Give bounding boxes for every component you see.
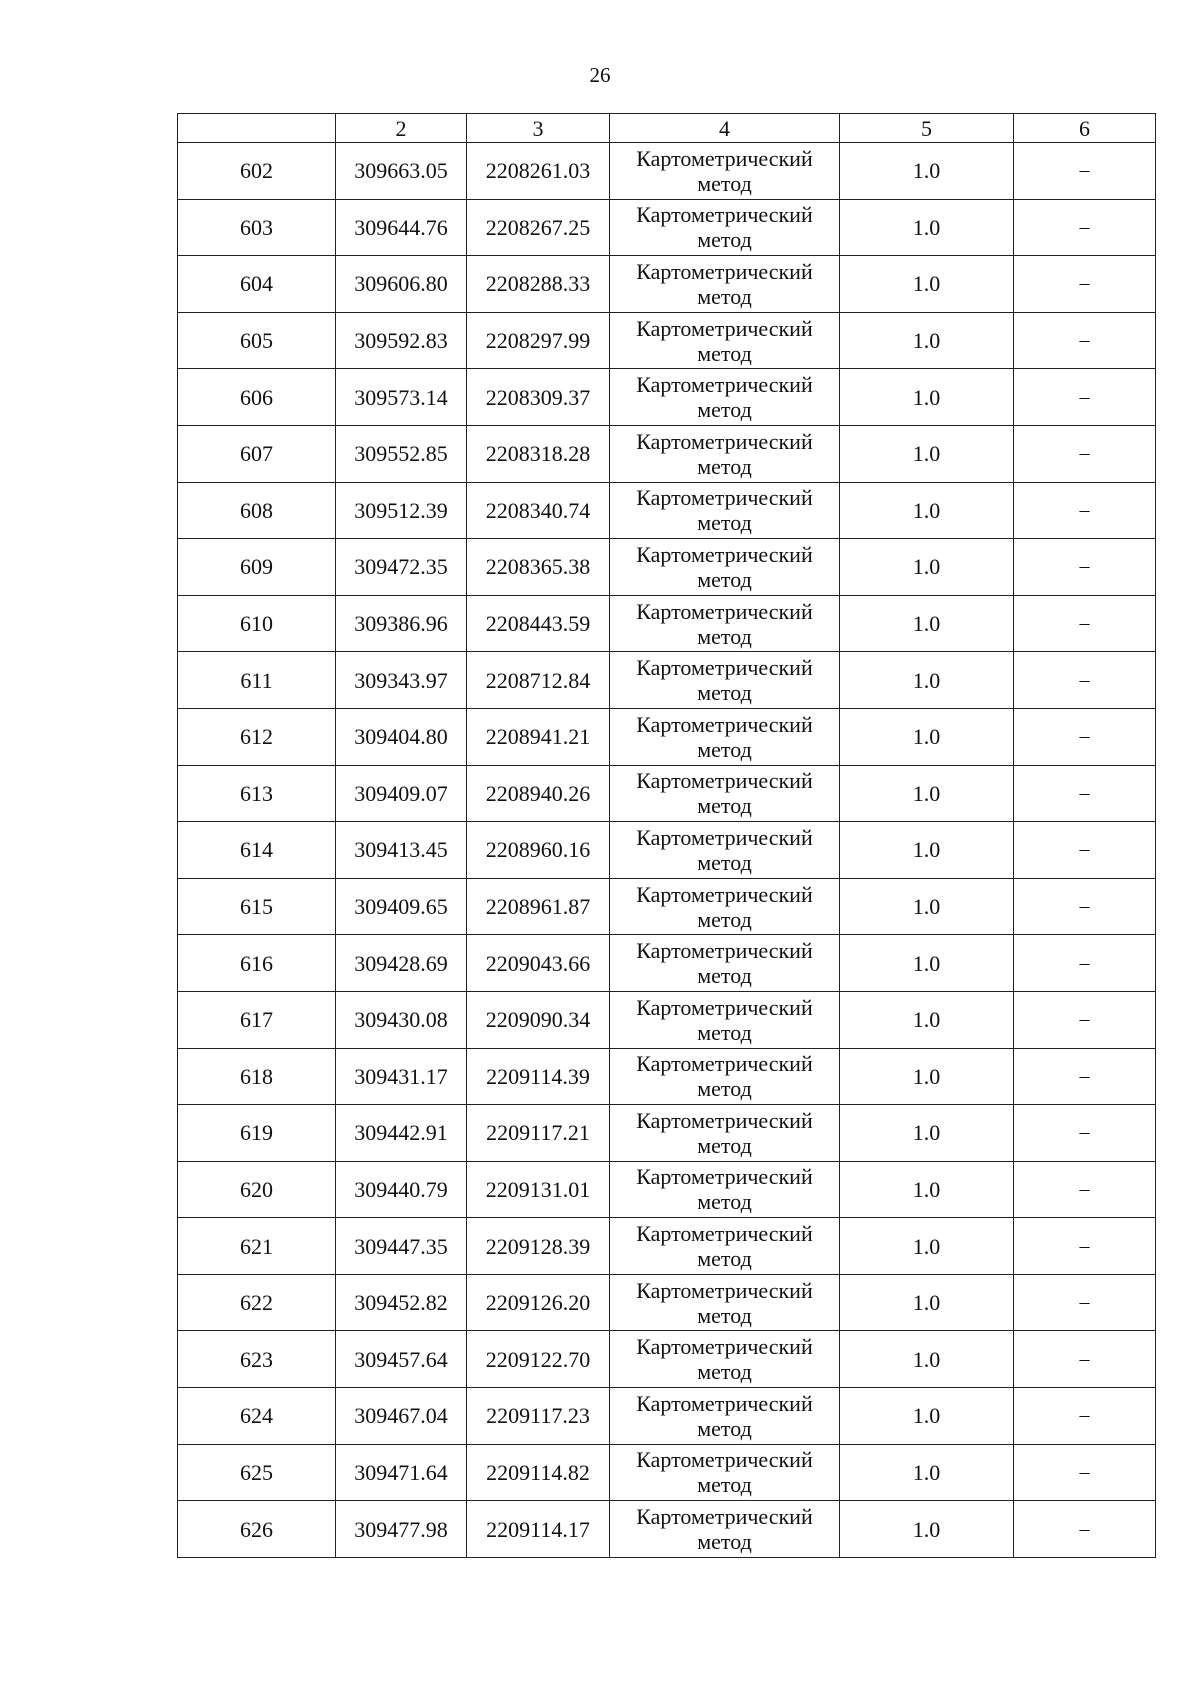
method-cell bbox=[610, 539, 840, 596]
x-coordinate-cell: 309428.69 bbox=[336, 935, 467, 992]
coordinates-table bbox=[177, 113, 1156, 1558]
note-cell: – bbox=[1014, 1331, 1156, 1388]
method-label-line2: метод bbox=[697, 1019, 752, 1045]
y-coordinate-cell: 2209114.82 bbox=[467, 1444, 610, 1501]
accuracy-cell: 1.0 bbox=[840, 199, 1014, 256]
x-coordinate-cell: 309644.76 bbox=[336, 199, 467, 256]
accuracy-cell: 1.0 bbox=[840, 1388, 1014, 1445]
point-number-cell: 625 bbox=[178, 1444, 336, 1501]
table-row bbox=[178, 369, 1156, 426]
header-cell: 2 bbox=[336, 114, 467, 143]
accuracy-cell: 1.0 bbox=[840, 143, 1014, 200]
method-cell bbox=[610, 595, 840, 652]
x-coordinate-cell: 309552.85 bbox=[336, 425, 467, 482]
point-number-cell: 620 bbox=[178, 1161, 336, 1218]
x-coordinate-cell: 309409.07 bbox=[336, 765, 467, 822]
note-cell: – bbox=[1014, 1444, 1156, 1501]
header-cell: 4 bbox=[610, 114, 840, 143]
accuracy-cell: 1.0 bbox=[840, 935, 1014, 992]
table-row bbox=[178, 1274, 1156, 1331]
method-label-line1: Картометрический bbox=[636, 1390, 813, 1416]
method-label-line2: метод bbox=[697, 963, 752, 989]
y-coordinate-cell: 2208712.84 bbox=[467, 652, 610, 709]
header-cell: 5 bbox=[840, 114, 1014, 143]
x-coordinate-cell: 309467.04 bbox=[336, 1388, 467, 1445]
table-row bbox=[178, 312, 1156, 369]
method-label-line2: метод bbox=[697, 1076, 752, 1102]
accuracy-cell: 1.0 bbox=[840, 595, 1014, 652]
method-cell bbox=[610, 991, 840, 1048]
point-number-cell: 607 bbox=[178, 425, 336, 482]
method-label-line1: Картометрический bbox=[636, 1447, 813, 1473]
note-cell: – bbox=[1014, 822, 1156, 879]
table-row bbox=[178, 143, 1156, 200]
method-cell bbox=[610, 1105, 840, 1162]
note-cell: – bbox=[1014, 199, 1156, 256]
accuracy-cell: 1.0 bbox=[840, 652, 1014, 709]
method-label-line1: Картометрический bbox=[636, 711, 813, 737]
note-cell: – bbox=[1014, 1105, 1156, 1162]
note-cell: – bbox=[1014, 482, 1156, 539]
y-coordinate-cell: 2209122.70 bbox=[467, 1331, 610, 1388]
note-cell: – bbox=[1014, 1388, 1156, 1445]
point-number-cell: 621 bbox=[178, 1218, 336, 1275]
y-coordinate-cell: 2209043.66 bbox=[467, 935, 610, 992]
table-row bbox=[178, 991, 1156, 1048]
note-cell: – bbox=[1014, 1501, 1156, 1558]
method-cell bbox=[610, 878, 840, 935]
point-number-cell: 609 bbox=[178, 539, 336, 596]
accuracy-cell: 1.0 bbox=[840, 1105, 1014, 1162]
note-cell: – bbox=[1014, 312, 1156, 369]
y-coordinate-cell: 2209117.21 bbox=[467, 1105, 610, 1162]
accuracy-cell: 1.0 bbox=[840, 1048, 1014, 1105]
table-row bbox=[178, 1105, 1156, 1162]
y-coordinate-cell: 2209114.39 bbox=[467, 1048, 610, 1105]
x-coordinate-cell: 309592.83 bbox=[336, 312, 467, 369]
method-label-line2: метод bbox=[697, 1529, 752, 1555]
point-number-cell: 622 bbox=[178, 1274, 336, 1331]
note-cell: – bbox=[1014, 1048, 1156, 1105]
method-cell bbox=[610, 199, 840, 256]
method-cell bbox=[610, 1274, 840, 1331]
method-label-line1: Картометрический bbox=[636, 824, 813, 850]
method-label-line1: Картометрический bbox=[636, 372, 813, 398]
x-coordinate-cell: 309471.64 bbox=[336, 1444, 467, 1501]
accuracy-cell: 1.0 bbox=[840, 1274, 1014, 1331]
point-number-cell: 603 bbox=[178, 199, 336, 256]
table-row bbox=[178, 595, 1156, 652]
method-cell bbox=[610, 1218, 840, 1275]
method-cell bbox=[610, 312, 840, 369]
x-coordinate-cell: 309512.39 bbox=[336, 482, 467, 539]
y-coordinate-cell: 2208940.26 bbox=[467, 765, 610, 822]
accuracy-cell: 1.0 bbox=[840, 1331, 1014, 1388]
table-row bbox=[178, 539, 1156, 596]
method-cell bbox=[610, 708, 840, 765]
method-cell bbox=[610, 935, 840, 992]
header-cell bbox=[178, 114, 336, 143]
point-number-cell: 624 bbox=[178, 1388, 336, 1445]
accuracy-cell: 1.0 bbox=[840, 991, 1014, 1048]
method-cell bbox=[610, 143, 840, 200]
point-number-cell: 611 bbox=[178, 652, 336, 709]
table-row bbox=[178, 708, 1156, 765]
x-coordinate-cell: 309413.45 bbox=[336, 822, 467, 879]
method-label-line1: Картометрический bbox=[636, 1504, 813, 1530]
method-cell bbox=[610, 765, 840, 822]
point-number-cell: 605 bbox=[178, 312, 336, 369]
method-label-line2: метод bbox=[697, 680, 752, 706]
header-cell: 6 bbox=[1014, 114, 1156, 143]
method-label-line1: Картометрический bbox=[636, 258, 813, 284]
point-number-cell: 619 bbox=[178, 1105, 336, 1162]
x-coordinate-cell: 309573.14 bbox=[336, 369, 467, 426]
method-label-line1: Картометрический bbox=[636, 598, 813, 624]
point-number-cell: 602 bbox=[178, 143, 336, 200]
y-coordinate-cell: 2208941.21 bbox=[467, 708, 610, 765]
x-coordinate-cell: 309386.96 bbox=[336, 595, 467, 652]
method-label-line2: метод bbox=[697, 849, 752, 875]
method-cell bbox=[610, 256, 840, 313]
method-label-line2: метод bbox=[697, 906, 752, 932]
note-cell: – bbox=[1014, 425, 1156, 482]
method-cell bbox=[610, 822, 840, 879]
method-label-line2: метод bbox=[697, 1132, 752, 1158]
y-coordinate-cell: 2209126.20 bbox=[467, 1274, 610, 1331]
accuracy-cell: 1.0 bbox=[840, 765, 1014, 822]
y-coordinate-cell: 2208309.37 bbox=[467, 369, 610, 426]
method-label-line1: Картометрический bbox=[636, 145, 813, 171]
point-number-cell: 608 bbox=[178, 482, 336, 539]
method-label-line2: метод bbox=[697, 566, 752, 592]
method-label-line1: Картометрический bbox=[636, 541, 813, 567]
method-cell bbox=[610, 652, 840, 709]
method-label-line2: метод bbox=[697, 623, 752, 649]
x-coordinate-cell: 309457.64 bbox=[336, 1331, 467, 1388]
point-number-cell: 623 bbox=[178, 1331, 336, 1388]
method-label-line2: метод bbox=[697, 283, 752, 309]
x-coordinate-cell: 309442.91 bbox=[336, 1105, 467, 1162]
table-row bbox=[178, 878, 1156, 935]
method-label-line2: метод bbox=[697, 1246, 752, 1272]
x-coordinate-cell: 309447.35 bbox=[336, 1218, 467, 1275]
note-cell: – bbox=[1014, 369, 1156, 426]
method-label-line2: метод bbox=[697, 1472, 752, 1498]
method-cell bbox=[610, 1161, 840, 1218]
table-row bbox=[178, 425, 1156, 482]
point-number-cell: 615 bbox=[178, 878, 336, 935]
y-coordinate-cell: 2208288.33 bbox=[467, 256, 610, 313]
note-cell: – bbox=[1014, 765, 1156, 822]
y-coordinate-cell: 2209128.39 bbox=[467, 1218, 610, 1275]
method-label-line1: Картометрический bbox=[636, 881, 813, 907]
method-label-line1: Картометрический bbox=[636, 1334, 813, 1360]
table-row bbox=[178, 765, 1156, 822]
accuracy-cell: 1.0 bbox=[840, 539, 1014, 596]
table-row bbox=[178, 935, 1156, 992]
method-label-line2: метод bbox=[697, 1302, 752, 1328]
method-label-line2: метод bbox=[697, 340, 752, 366]
point-number-cell: 626 bbox=[178, 1501, 336, 1558]
note-cell: – bbox=[1014, 878, 1156, 935]
note-cell: – bbox=[1014, 935, 1156, 992]
method-label-line1: Картометрический bbox=[636, 485, 813, 511]
table-row bbox=[178, 199, 1156, 256]
table-row bbox=[178, 482, 1156, 539]
note-cell: – bbox=[1014, 1161, 1156, 1218]
table-row bbox=[178, 1331, 1156, 1388]
accuracy-cell: 1.0 bbox=[840, 822, 1014, 879]
method-label-line2: метод bbox=[697, 736, 752, 762]
method-cell bbox=[610, 1048, 840, 1105]
y-coordinate-cell: 2208960.16 bbox=[467, 822, 610, 879]
y-coordinate-cell: 2208261.03 bbox=[467, 143, 610, 200]
table-body bbox=[178, 143, 1156, 1558]
method-label-line1: Картометрический bbox=[636, 1221, 813, 1247]
method-label-line2: метод bbox=[697, 510, 752, 536]
page-number: 26 bbox=[589, 63, 611, 87]
point-number-cell: 612 bbox=[178, 708, 336, 765]
x-coordinate-cell: 309477.98 bbox=[336, 1501, 467, 1558]
table-row bbox=[178, 1048, 1156, 1105]
x-coordinate-cell: 309404.80 bbox=[336, 708, 467, 765]
x-coordinate-cell: 309440.79 bbox=[336, 1161, 467, 1218]
method-label-line1: Картометрический bbox=[636, 768, 813, 794]
method-label-line1: Картометрический bbox=[636, 1107, 813, 1133]
note-cell: – bbox=[1014, 595, 1156, 652]
x-coordinate-cell: 309472.35 bbox=[336, 539, 467, 596]
x-coordinate-cell: 309343.97 bbox=[336, 652, 467, 709]
y-coordinate-cell: 2209117.23 bbox=[467, 1388, 610, 1445]
method-cell bbox=[610, 1501, 840, 1558]
x-coordinate-cell: 309663.05 bbox=[336, 143, 467, 200]
method-cell bbox=[610, 425, 840, 482]
table-row bbox=[178, 1501, 1156, 1558]
y-coordinate-cell: 2208297.99 bbox=[467, 312, 610, 369]
method-label-line1: Картометрический bbox=[636, 315, 813, 341]
y-coordinate-cell: 2208443.59 bbox=[467, 595, 610, 652]
accuracy-cell: 1.0 bbox=[840, 256, 1014, 313]
method-label-line1: Картометрический bbox=[636, 428, 813, 454]
table-row bbox=[178, 1161, 1156, 1218]
point-number-cell: 614 bbox=[178, 822, 336, 879]
table-row bbox=[178, 1444, 1156, 1501]
note-cell: – bbox=[1014, 539, 1156, 596]
y-coordinate-cell: 2208267.25 bbox=[467, 199, 610, 256]
point-number-cell: 604 bbox=[178, 256, 336, 313]
note-cell: – bbox=[1014, 256, 1156, 313]
method-label-line2: метод bbox=[697, 1189, 752, 1215]
method-label-line2: метод bbox=[697, 397, 752, 423]
method-label-line1: Картометрический bbox=[636, 655, 813, 681]
accuracy-cell: 1.0 bbox=[840, 878, 1014, 935]
method-cell bbox=[610, 1444, 840, 1501]
method-label-line1: Картометрический bbox=[636, 938, 813, 964]
method-cell bbox=[610, 482, 840, 539]
method-label-line2: метод bbox=[697, 227, 752, 253]
x-coordinate-cell: 309409.65 bbox=[336, 878, 467, 935]
table-header-row bbox=[178, 114, 1156, 143]
table-row bbox=[178, 822, 1156, 879]
method-label-line2: метод bbox=[697, 793, 752, 819]
table-row bbox=[178, 1218, 1156, 1275]
accuracy-cell: 1.0 bbox=[840, 1218, 1014, 1275]
y-coordinate-cell: 2209114.17 bbox=[467, 1501, 610, 1558]
table-row bbox=[178, 652, 1156, 709]
table-row bbox=[178, 256, 1156, 313]
y-coordinate-cell: 2209131.01 bbox=[467, 1161, 610, 1218]
point-number-cell: 616 bbox=[178, 935, 336, 992]
method-label-line1: Картометрический bbox=[636, 994, 813, 1020]
method-label-line2: метод bbox=[697, 170, 752, 196]
point-number-cell: 617 bbox=[178, 991, 336, 1048]
y-coordinate-cell: 2209090.34 bbox=[467, 991, 610, 1048]
method-label-line1: Картометрический bbox=[636, 1164, 813, 1190]
point-number-cell: 610 bbox=[178, 595, 336, 652]
y-coordinate-cell: 2208340.74 bbox=[467, 482, 610, 539]
accuracy-cell: 1.0 bbox=[840, 1161, 1014, 1218]
note-cell: – bbox=[1014, 991, 1156, 1048]
note-cell: – bbox=[1014, 143, 1156, 200]
note-cell: – bbox=[1014, 652, 1156, 709]
point-number-cell: 613 bbox=[178, 765, 336, 822]
note-cell: – bbox=[1014, 708, 1156, 765]
note-cell: – bbox=[1014, 1274, 1156, 1331]
note-cell: – bbox=[1014, 1218, 1156, 1275]
accuracy-cell: 1.0 bbox=[840, 482, 1014, 539]
header-cell: 3 bbox=[467, 114, 610, 143]
x-coordinate-cell: 309452.82 bbox=[336, 1274, 467, 1331]
accuracy-cell: 1.0 bbox=[840, 369, 1014, 426]
method-cell bbox=[610, 1388, 840, 1445]
x-coordinate-cell: 309606.80 bbox=[336, 256, 467, 313]
method-label-line2: метод bbox=[697, 1359, 752, 1385]
method-label-line1: Картометрический bbox=[636, 1277, 813, 1303]
x-coordinate-cell: 309431.17 bbox=[336, 1048, 467, 1105]
point-number-cell: 606 bbox=[178, 369, 336, 426]
accuracy-cell: 1.0 bbox=[840, 425, 1014, 482]
accuracy-cell: 1.0 bbox=[840, 1501, 1014, 1558]
method-label-line1: Картометрический bbox=[636, 1051, 813, 1077]
method-cell bbox=[610, 369, 840, 426]
method-label-line1: Картометрический bbox=[636, 202, 813, 228]
y-coordinate-cell: 2208961.87 bbox=[467, 878, 610, 935]
y-coordinate-cell: 2208318.28 bbox=[467, 425, 610, 482]
accuracy-cell: 1.0 bbox=[840, 708, 1014, 765]
table-row bbox=[178, 1388, 1156, 1445]
method-label-line2: метод bbox=[697, 1415, 752, 1441]
x-coordinate-cell: 309430.08 bbox=[336, 991, 467, 1048]
method-label-line2: метод bbox=[697, 453, 752, 479]
method-cell bbox=[610, 1331, 840, 1388]
accuracy-cell: 1.0 bbox=[840, 312, 1014, 369]
point-number-cell: 618 bbox=[178, 1048, 336, 1105]
accuracy-cell: 1.0 bbox=[840, 1444, 1014, 1501]
y-coordinate-cell: 2208365.38 bbox=[467, 539, 610, 596]
